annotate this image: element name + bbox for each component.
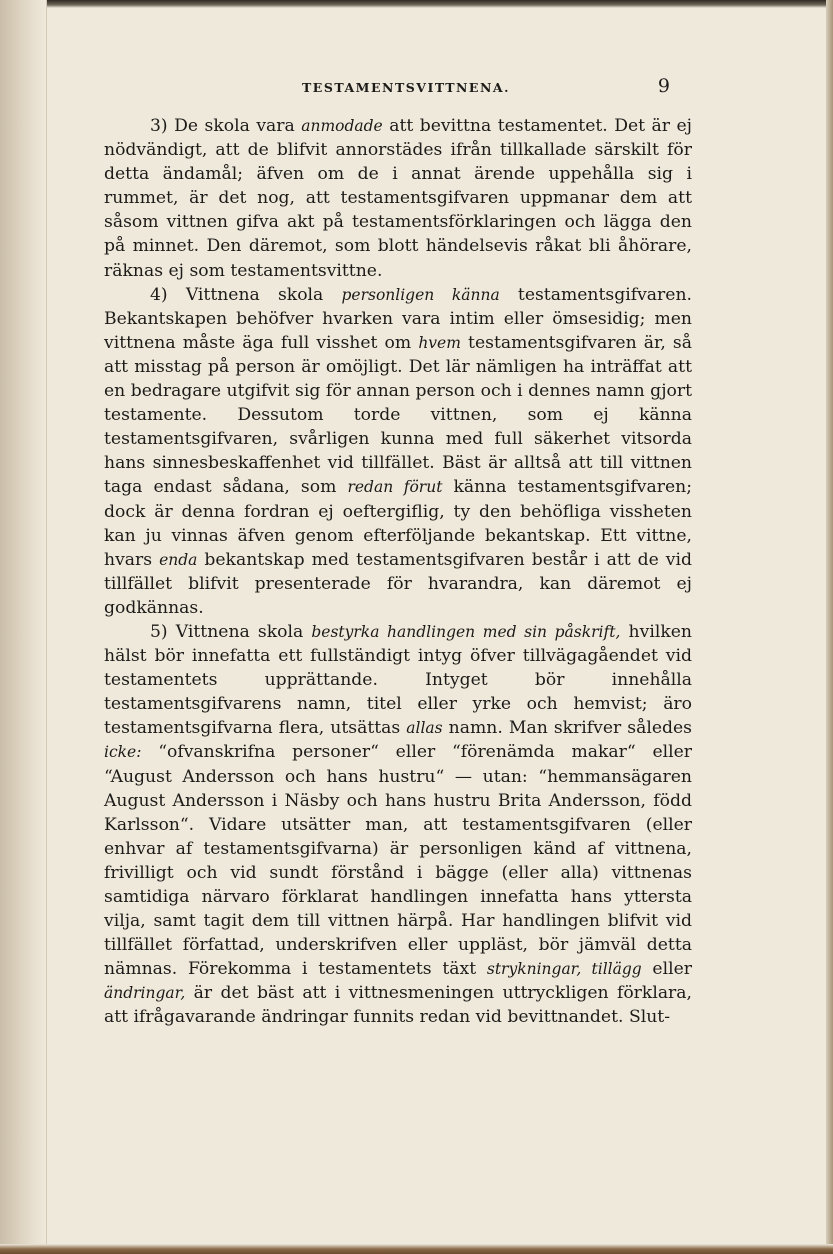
text-run: 4) Vittnena skola [150,284,342,305]
page-top-edge [0,0,833,8]
text-run: känna testamentsgifvaren; dock är denna fordran ej oeftergiflig, ty den behöfliga vissheten kan ju vinnas äfven genom efterföljande bekantskap. Ett vittne, hvars [104,477,692,570]
italic-text: personligen känna [341,285,500,304]
text-run: testamentsgifvaren. Bekantskapen behöfver hvarken vara intim eller ömsesidig; men vittnena måste äga full visshet om [104,284,692,353]
text-run: testamentsgifvaren är, så att misstag på person är omöjligt. Det lär nämligen ha inträffat att en bedragare utgifvit sig för annan person och i dennes namn gjort testamente. Dessutom torde vittnen, som ej känna testamentsgifvaren, svårligen kunna med full säkerhet vitsorda hans sinnesbeskaffenhet vid tillfället. Bäst är alltså att till vittnen taga endast sådana, som [104,332,692,498]
page-number: 9 [657,75,670,97]
page-header [104,74,696,100]
text-run: är det bäst att i vittnesmeningen uttryckligen förklara, att ifrågavarande ändringar funnits redan vid bevittnandet. Slut- [104,983,692,1028]
italic-text: enda [159,550,198,569]
italic-text: redan förut [347,478,443,497]
italic-text: allas [406,719,443,738]
italic-text: hvem [418,333,461,352]
paragraph [104,620,692,1030]
book-gutter [0,0,47,1254]
paragraph [104,283,692,620]
italic-text: anmodade [301,117,383,135]
text-run: 3) De skola vara [150,116,302,136]
text-run: 5) Vittnena skola [150,621,312,642]
text-run: eller [641,959,692,980]
text-run: att bevittna testamentet. Det är ej nödvändigt, att de blifvit annorstädes ifrån tillkallade särskilt för detta ändamål; äfven om de i annat ärende uppehålla sig i rummet, är det nog, att testamentsgifvaren uppmanar dem att såsom vittnen gifva akt på testamentsförklaringen och lägga den på minnet. Den däremot, som blott händelsevis råkat bli åhörare, räknas ej som testamentsvittne. [104,116,692,281]
italic-text: strykningar, tillägg [486,960,642,979]
paragraph [104,114,692,283]
text-run: namn. Man skrifver således [442,718,692,739]
body-text [104,114,692,1030]
italic-text: ändringar, [104,984,186,1003]
running-head: TESTAMENTSVITTNENA. [302,80,510,95]
italic-text: icke: [104,743,142,762]
page-right-edge [826,0,833,1254]
text-run: bekantskap med testamentsgifvaren består i att de vid tillfället blifvit presenterade för hvarandra, kan däremot ej godkännas. [104,549,693,618]
text-run: hvilken hälst bör innefatta ett fullständigt intyg öfver tillvägagåendet vid testamentets upprättande. Intyget bör innehålla testamentsgifvarens namn, titel eller yrke och hemvist; äro testamentsgifvarna flera, utsättas [104,621,692,739]
italic-text: bestyrka handlingen med sin påskrift, [311,622,621,641]
page-bottom-edge [0,1244,833,1254]
text-run: “ofvanskrifna personer“ eller “förenämda makar“ eller “August Andersson och hans hustru“ — utan: “hemmansägaren August Andersson i Näsby och hans hustru Brita Andersson, född Karlsson“. Vidare utsätter man, att testamentsgifvaren (eller enhvar af testamentsgifvarna) är personligen känd af vittnena, frivilligt och vid sundt förstånd i bägge (eller alla) vittnenas samtidiga närvaro förklarat handlingen innefatta hans yttersta vilja, samt tagit dem till vittnen härpå. Har handlingen blifvit vid tillfället författad, underskrifven eller uppläst, bör jämväl detta nämnas. Förekomma i testamentets täxt [104,742,692,980]
